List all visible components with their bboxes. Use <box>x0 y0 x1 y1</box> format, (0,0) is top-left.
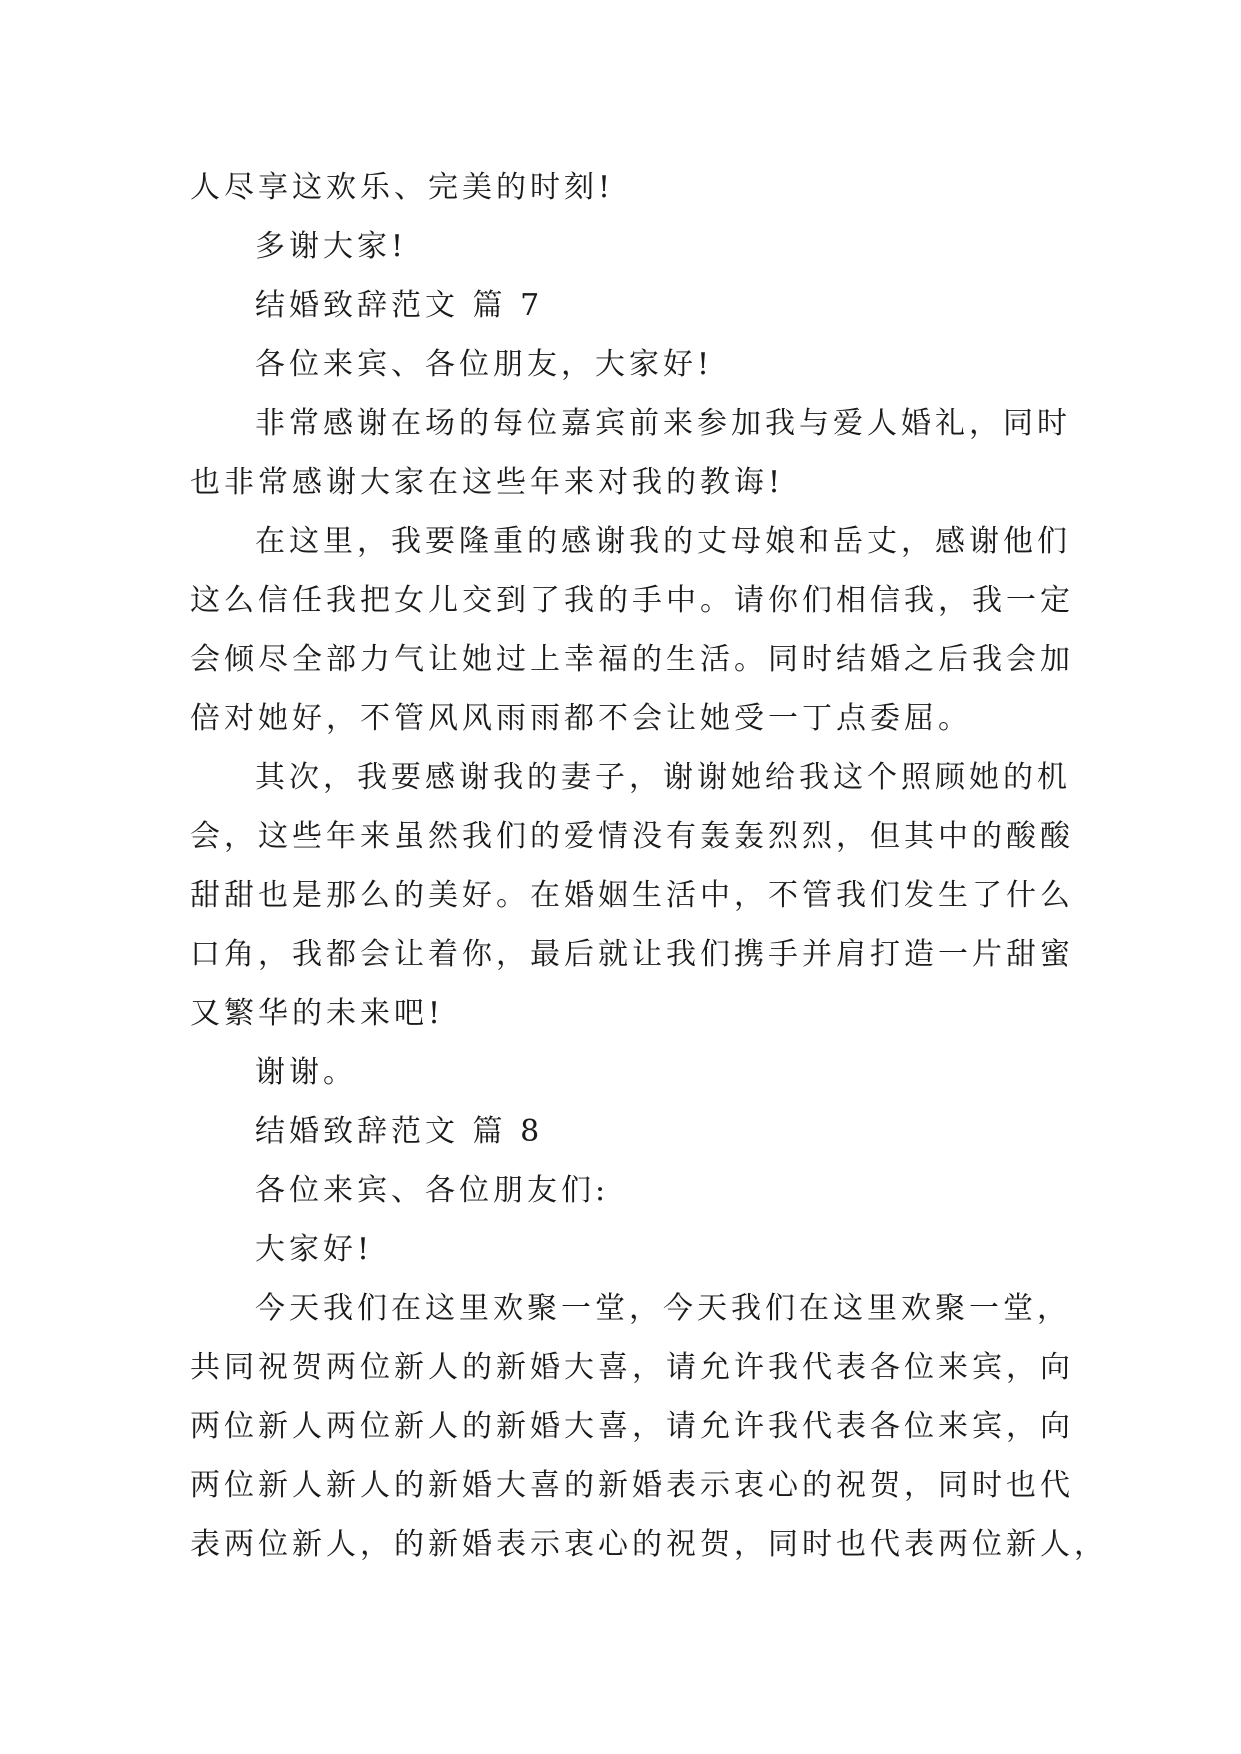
text-line: 甜甜也是那么的美好。在婚姻生活中，不管我们发生了什么 <box>190 878 1074 913</box>
text-line: 结婚致辞范文 篇 7 <box>255 288 544 323</box>
text-line: 两位新人新人的新婚大喜的新婚表示衷心的祝贺，同时也代 <box>190 1468 1074 1503</box>
text-line: 也非常感谢大家在这些年来对我的教诲! <box>190 465 785 500</box>
text-line: 今天我们在这里欢聚一堂，今天我们在这里欢聚一堂， <box>255 1291 1071 1326</box>
document-body <box>190 158 1108 1574</box>
text-line: 谢谢。 <box>255 1055 357 1090</box>
text-line: 倍对她好，不管风风雨雨都不会让她受一丁点委屈。 <box>190 701 972 736</box>
text-line: 表两位新人，的新婚表示衷心的祝贺，同时也代表两位新人， <box>190 1527 1108 1562</box>
text-line: 两位新人两位新人的新婚大喜，请允许我代表各位来宾，向 <box>190 1409 1074 1444</box>
text-line: 结婚致辞范文 篇 8 <box>255 1114 544 1149</box>
text-line: 各位来宾、各位朋友，大家好! <box>255 347 714 382</box>
text-line: 大家好! <box>255 1232 374 1267</box>
text-line: 又繁华的未来吧! <box>190 996 445 1031</box>
text-line: 其次，我要感谢我的妻子，谢谢她给我这个照顾她的机 <box>255 760 1071 795</box>
text-line: 人尽享这欢乐、完美的时刻! <box>190 170 615 205</box>
text-line: 共同祝贺两位新人的新婚大喜，请允许我代表各位来宾，向 <box>190 1350 1074 1385</box>
text-line: 各位来宾、各位朋友们: <box>255 1173 610 1208</box>
text-line: 非常感谢在场的每位嘉宾前来参加我与爱人婚礼，同时 <box>255 406 1071 441</box>
text-line: 多谢大家! <box>255 229 408 264</box>
text-line: 会，这些年来虽然我们的爱情没有轰轰烈烈，但其中的酸酸 <box>190 819 1074 854</box>
text-line: 在这里，我要隆重的感谢我的丈母娘和岳丈，感谢他们 <box>255 524 1071 559</box>
text-line: 口角，我都会让着你，最后就让我们携手并肩打造一片甜蜜 <box>190 937 1074 972</box>
text-line: 会倾尽全部力气让她过上幸福的生活。同时结婚之后我会加 <box>190 642 1074 677</box>
text-line: 这么信任我把女儿交到了我的手中。请你们相信我，我一定 <box>190 583 1074 618</box>
